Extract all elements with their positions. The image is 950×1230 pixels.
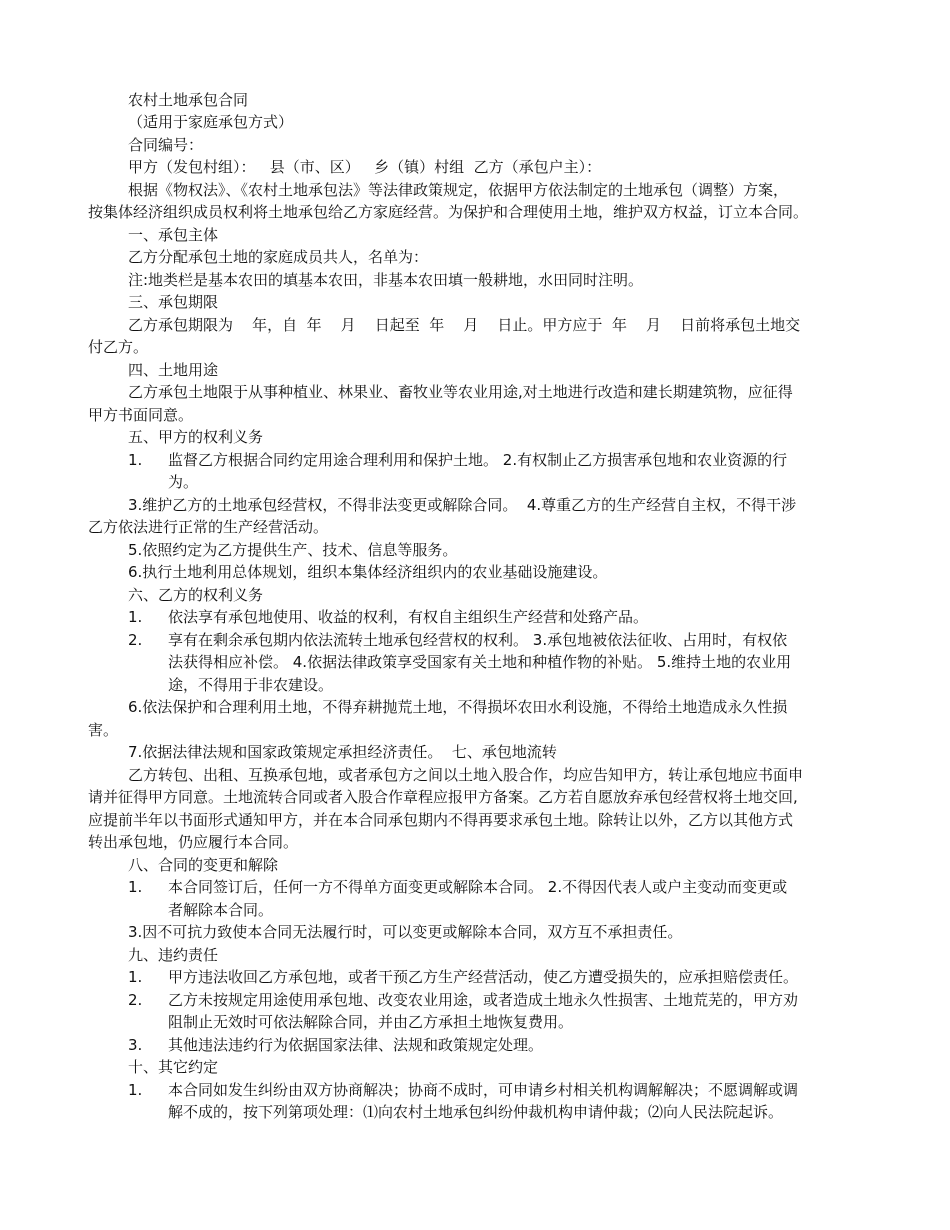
item-text-line-2: 解不成的，按下列第项处理：⑴向农村土地承包纠纷仲裁机构申请仲裁；⑵向人民法院起诉。 [168,1103,784,1121]
section-6-heading: 六、乙方的权利义务 [128,586,264,604]
document-subtitle: （适用于家庭承包方式） [128,113,294,131]
item-number: 1. [128,451,143,469]
item-number: 1. [128,968,143,986]
section-5-item-3-line-2: 乙方依法进行正常的生产经营活动。 [88,518,329,536]
section-4-heading: 四、土地用途 [128,361,219,379]
section-1-note: 注:地类栏是基本农田的填基本农田，非基本农田填一般耕地，水田同时注明。 [128,271,644,289]
section-3-heading: 三、承包期限 [128,293,219,311]
intro-paragraph-line-1: 根据《物权法》、《农村土地承包法》等法律政策规定，依据甲方依法制定的土地承包（调整）方案， [128,181,789,199]
item-text-line-1: 享有在剩余承包期内依法流转土地承包经营权的权利。 3.承包地被依法征收、占用时，有权依 [168,631,788,649]
section-5-heading: 五、甲方的权利义务 [128,428,264,446]
section-7-text-line-4: 转出承包地，仍应履行本合同。 [88,833,299,851]
item-number: 3. [128,1036,143,1054]
section-7-text-line-1: 乙方转包、出租、互换承包地，或者承包方之间以土地入股合作，均应告知甲方，转让承包地应书面申 [128,766,804,784]
item-text-line-1: 本合同如发生纠纷由双方协商解决；协商不成时，可申请乡村相关机构调解解决；不愿调解或调 [168,1081,799,1099]
document-title: 农村土地承包合同 [128,91,249,109]
section-7-text-line-3: 应提前半年以书面形式通知甲方，并在本合同承包期内不得再要求承包土地。除转让以外，乙方以其他方式 [88,811,794,829]
item-text-line-1: 本合同签订后，任何一方不得单方面变更或解除本合同。 2.不得因代表人或户主变动而变更或 [168,878,788,896]
item-number: 1. [128,1081,143,1099]
contract-number-line: 合同编号： [128,136,204,154]
item-text-line-2: 法获得相应补偿。 4.依据法律政策享受国家有关土地和种植作物的补贴。 5.维持土地的农业用 [168,653,792,671]
section-8-item-3: 3.因不可抗力致使本合同无法履行时，可以变更或解除本合同，双方互不承担责任。 [128,923,683,941]
section-5-item-5: 5.依照约定为乙方提供生产、技术、信息等服务。 [128,541,458,559]
parties-line: 甲方（发包村组）： 县（市、区） 乡（镇）村组 乙方（承包户主）： [128,158,602,176]
section-1-text: 乙方分配承包土地的家庭成员共人，名单为： [128,248,429,266]
item-text-line-3: 途，不得用于非农建设。 [168,676,334,694]
intro-paragraph-line-2: 按集体经济组织成员权利将土地承包给乙方家庭经营。为保护和合理使用土地，维护双方权益，订立本合同。 [88,203,809,221]
section-9-heading: 九、违约责任 [128,946,219,964]
item-number: 1. [128,878,143,896]
section-7-text-line-2: 请并征得甲方同意。土地流转合同或者入股合作章程应报甲方备案。乙方若自愿放弃承包经营权将土地交回, [88,788,798,806]
section-3-text-line-1: 乙方承包期限为 年，自 年 月 日起至 年 月 日止。甲方应于 年 月 日前将承包土地交 [128,316,801,334]
item-number: 2. [128,991,143,1009]
section-8-heading: 八、合同的变更和解除 [128,856,279,874]
section-6-item-6-line-1: 6.依法保护和合理利用土地，不得弃耕抛荒土地，不得损坏农田水利设施，不得给土地造成永久性损 [128,698,788,716]
item-text: 依法享有承包地使用、收益的权利，有权自主组织生产经营和处臵产品。 [168,608,649,626]
item-number: 2. [128,631,143,649]
item-text-line-2: 阻制止无效时可依法解除合同，并由乙方承担土地恢复费用。 [168,1013,574,1031]
item-number: 1. [128,608,143,626]
section-6-item-7: 7.依据法律法规和国家政策规定承担经济责任。 七、承包地流转 [128,743,557,761]
section-5-item-3-line-1: 3.维护乙方的土地承包经营权，不得非法变更或解除合同。 4.尊重乙方的生产经营自主权，不得干涉 [128,496,797,514]
section-4-text-line-2: 甲方书面同意。 [88,406,194,424]
section-5-item-6: 6.执行土地利用总体规划，组织本集体经济组织内的农业基础设施建设。 [128,563,608,581]
item-text-line-1: 监督乙方根据合同约定用途合理利用和保护土地。 2.有权制止乙方损害承包地和农业资源的行 [168,451,788,469]
section-1-heading: 一、承包主体 [128,226,219,244]
section-3-text-line-2: 付乙方。 [88,338,149,356]
item-text-line-1: 乙方未按规定用途使用承包地、改变农业用途，或者造成土地永久性损害、土地荒芜的，甲方劝 [168,991,799,1009]
section-10-item-1-continued [128,1101,784,1169]
section-10-heading: 十、其它约定 [128,1058,219,1076]
item-text-line-2: 者解除本合同。 [168,901,274,919]
item-text-line-2: 为。 [168,473,199,491]
item-text: 甲方违法收回乙方承包地，或者干预乙方生产经营活动，使乙方遭受损失的，应承担赔偿责任。 [168,968,799,986]
section-4-text-line-1: 乙方承包土地限于从事种植业、林果业、畜牧业等农业用途,对土地进行改造和建长期建筑物，应征得 [128,383,793,401]
item-text: 其他违法违约行为依据国家法律、法规和政策规定处理。 [168,1036,544,1054]
section-6-item-6-line-2: 害。 [88,721,119,739]
